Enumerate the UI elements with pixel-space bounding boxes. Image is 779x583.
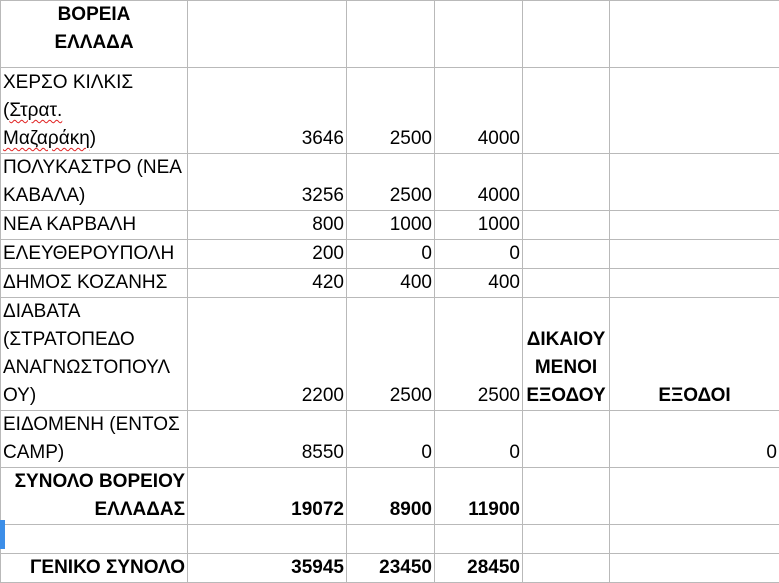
empty-cell[interactable]	[610, 154, 779, 211]
spellcheck-word: Μαζαράκη	[3, 128, 90, 149]
empty-cell[interactable]	[188, 525, 347, 554]
subtotal-value-cell[interactable]: 11900	[435, 468, 523, 525]
region-header-cell[interactable]	[1, 1, 188, 68]
empty-cell[interactable]	[523, 554, 610, 583]
value-cell[interactable]: 4000	[435, 68, 523, 154]
empty-cell[interactable]	[188, 1, 347, 68]
subtotal-value-cell[interactable]: 8900	[347, 468, 435, 525]
location-cell[interactable]: ΠΟΛΥΚΑΣΤΡΟ (ΝΕΑ ΚΑΒΑΛΑ)	[1, 154, 188, 211]
subtotal-label-cell[interactable]: ΣΥΝΟΛΟ ΒΟΡΕΙΟΥ ΕΛΛΑΔΑΣ	[1, 468, 188, 525]
grand-total-row	[1, 554, 779, 583]
location-line: (Στρατ.	[3, 97, 185, 125]
empty-cell[interactable]	[523, 154, 610, 211]
empty-cell[interactable]	[610, 554, 779, 583]
value-cell[interactable]: 1000	[347, 211, 435, 240]
grand-total-value-cell[interactable]: 23450	[347, 554, 435, 583]
value-cell[interactable]: 2200	[188, 298, 347, 411]
empty-cell[interactable]	[610, 1, 779, 68]
region-title-line1: ΒΟΡΕΙΑ	[3, 1, 185, 29]
table-row	[1, 411, 779, 468]
value-cell[interactable]: 2500	[347, 68, 435, 154]
value-cell[interactable]: 8550	[188, 411, 347, 468]
location-cell[interactable]: ΕΛΕΥΘΕΡΟΥΠΟΛΗ	[1, 240, 188, 269]
value-cell[interactable]: 200	[188, 240, 347, 269]
empty-cell[interactable]	[523, 211, 610, 240]
location-cell[interactable]: ΕΙΔΟΜΕΝΗ (ΕΝΤΟΣ CAMP)	[1, 411, 188, 468]
table-row	[1, 154, 779, 211]
empty-cell[interactable]	[610, 240, 779, 269]
table-row	[1, 298, 779, 411]
subtotal-row	[1, 468, 779, 525]
location-cell[interactable]	[1, 68, 188, 154]
empty-cell[interactable]	[1, 525, 188, 554]
location-cell[interactable]: ΔΗΜΟΣ ΚΟΖΑΝΗΣ	[1, 269, 188, 298]
value-cell[interactable]: 0	[435, 240, 523, 269]
empty-cell[interactable]	[523, 468, 610, 525]
empty-cell[interactable]	[610, 525, 779, 554]
table-row	[1, 211, 779, 240]
subtotal-value-cell[interactable]: 19072	[188, 468, 347, 525]
empty-cell[interactable]	[347, 525, 435, 554]
table-row	[1, 240, 779, 269]
value-cell[interactable]: 800	[188, 211, 347, 240]
region-title-line2: ΕΛΛΑΔΑ	[3, 29, 185, 57]
value-cell[interactable]: 4000	[435, 154, 523, 211]
empty-cell[interactable]	[523, 411, 610, 468]
empty-cell[interactable]	[610, 68, 779, 154]
value-cell[interactable]: 400	[347, 269, 435, 298]
exits-value-cell[interactable]: 0	[610, 411, 779, 468]
grand-total-value-cell[interactable]: 35945	[188, 554, 347, 583]
empty-cell[interactable]	[610, 211, 779, 240]
empty-cell[interactable]	[435, 1, 523, 68]
empty-cell[interactable]	[347, 1, 435, 68]
eligible-exit-header[interactable]: ΔΙΚΑΙΟΥ ΜΕΝΟΙ ΕΞΟΔΟΥ	[523, 298, 610, 411]
value-cell[interactable]: 2500	[347, 298, 435, 411]
empty-cell[interactable]	[610, 468, 779, 525]
empty-cell[interactable]	[523, 240, 610, 269]
empty-cell[interactable]	[523, 1, 610, 68]
location-line: ΧΕΡΣΟ ΚΙΛΚΙΣ	[3, 69, 185, 97]
value-cell[interactable]: 2500	[347, 154, 435, 211]
table-row	[1, 68, 779, 154]
table-row	[1, 269, 779, 298]
value-cell[interactable]: 3256	[188, 154, 347, 211]
empty-row	[1, 525, 779, 554]
empty-cell[interactable]	[435, 525, 523, 554]
empty-cell[interactable]	[610, 269, 779, 298]
empty-cell[interactable]	[523, 269, 610, 298]
value-cell[interactable]: 1000	[435, 211, 523, 240]
spellcheck-word: Στρατ.	[9, 100, 62, 121]
empty-cell[interactable]	[523, 68, 610, 154]
value-cell[interactable]: 400	[435, 269, 523, 298]
grand-total-value-cell[interactable]: 28450	[435, 554, 523, 583]
grand-total-label-cell[interactable]: ΓΕΝΙΚΟ ΣΥΝΟΛΟ	[1, 554, 188, 583]
row-selection-marker	[0, 520, 5, 549]
location-cell[interactable]: ΝΕΑ ΚΑΡΒΑΛΗ	[1, 211, 188, 240]
value-cell[interactable]: 0	[347, 240, 435, 269]
value-cell[interactable]: 3646	[188, 68, 347, 154]
empty-cell[interactable]	[523, 525, 610, 554]
location-line: Μαζαράκη)	[3, 125, 185, 153]
exits-header[interactable]: ΕΞΟΔΟΙ	[610, 298, 779, 411]
location-cell[interactable]: ΔΙΑΒΑΤΑ (ΣΤΡΑΤΟΠΕΔΟ ΑΝΑΓΝΩΣΤΟΠΟΥΛ ΟΥ)	[1, 298, 188, 411]
header-row	[1, 1, 779, 68]
value-cell[interactable]: 0	[347, 411, 435, 468]
value-cell[interactable]: 420	[188, 269, 347, 298]
value-cell[interactable]: 2500	[435, 298, 523, 411]
value-cell[interactable]: 0	[435, 411, 523, 468]
